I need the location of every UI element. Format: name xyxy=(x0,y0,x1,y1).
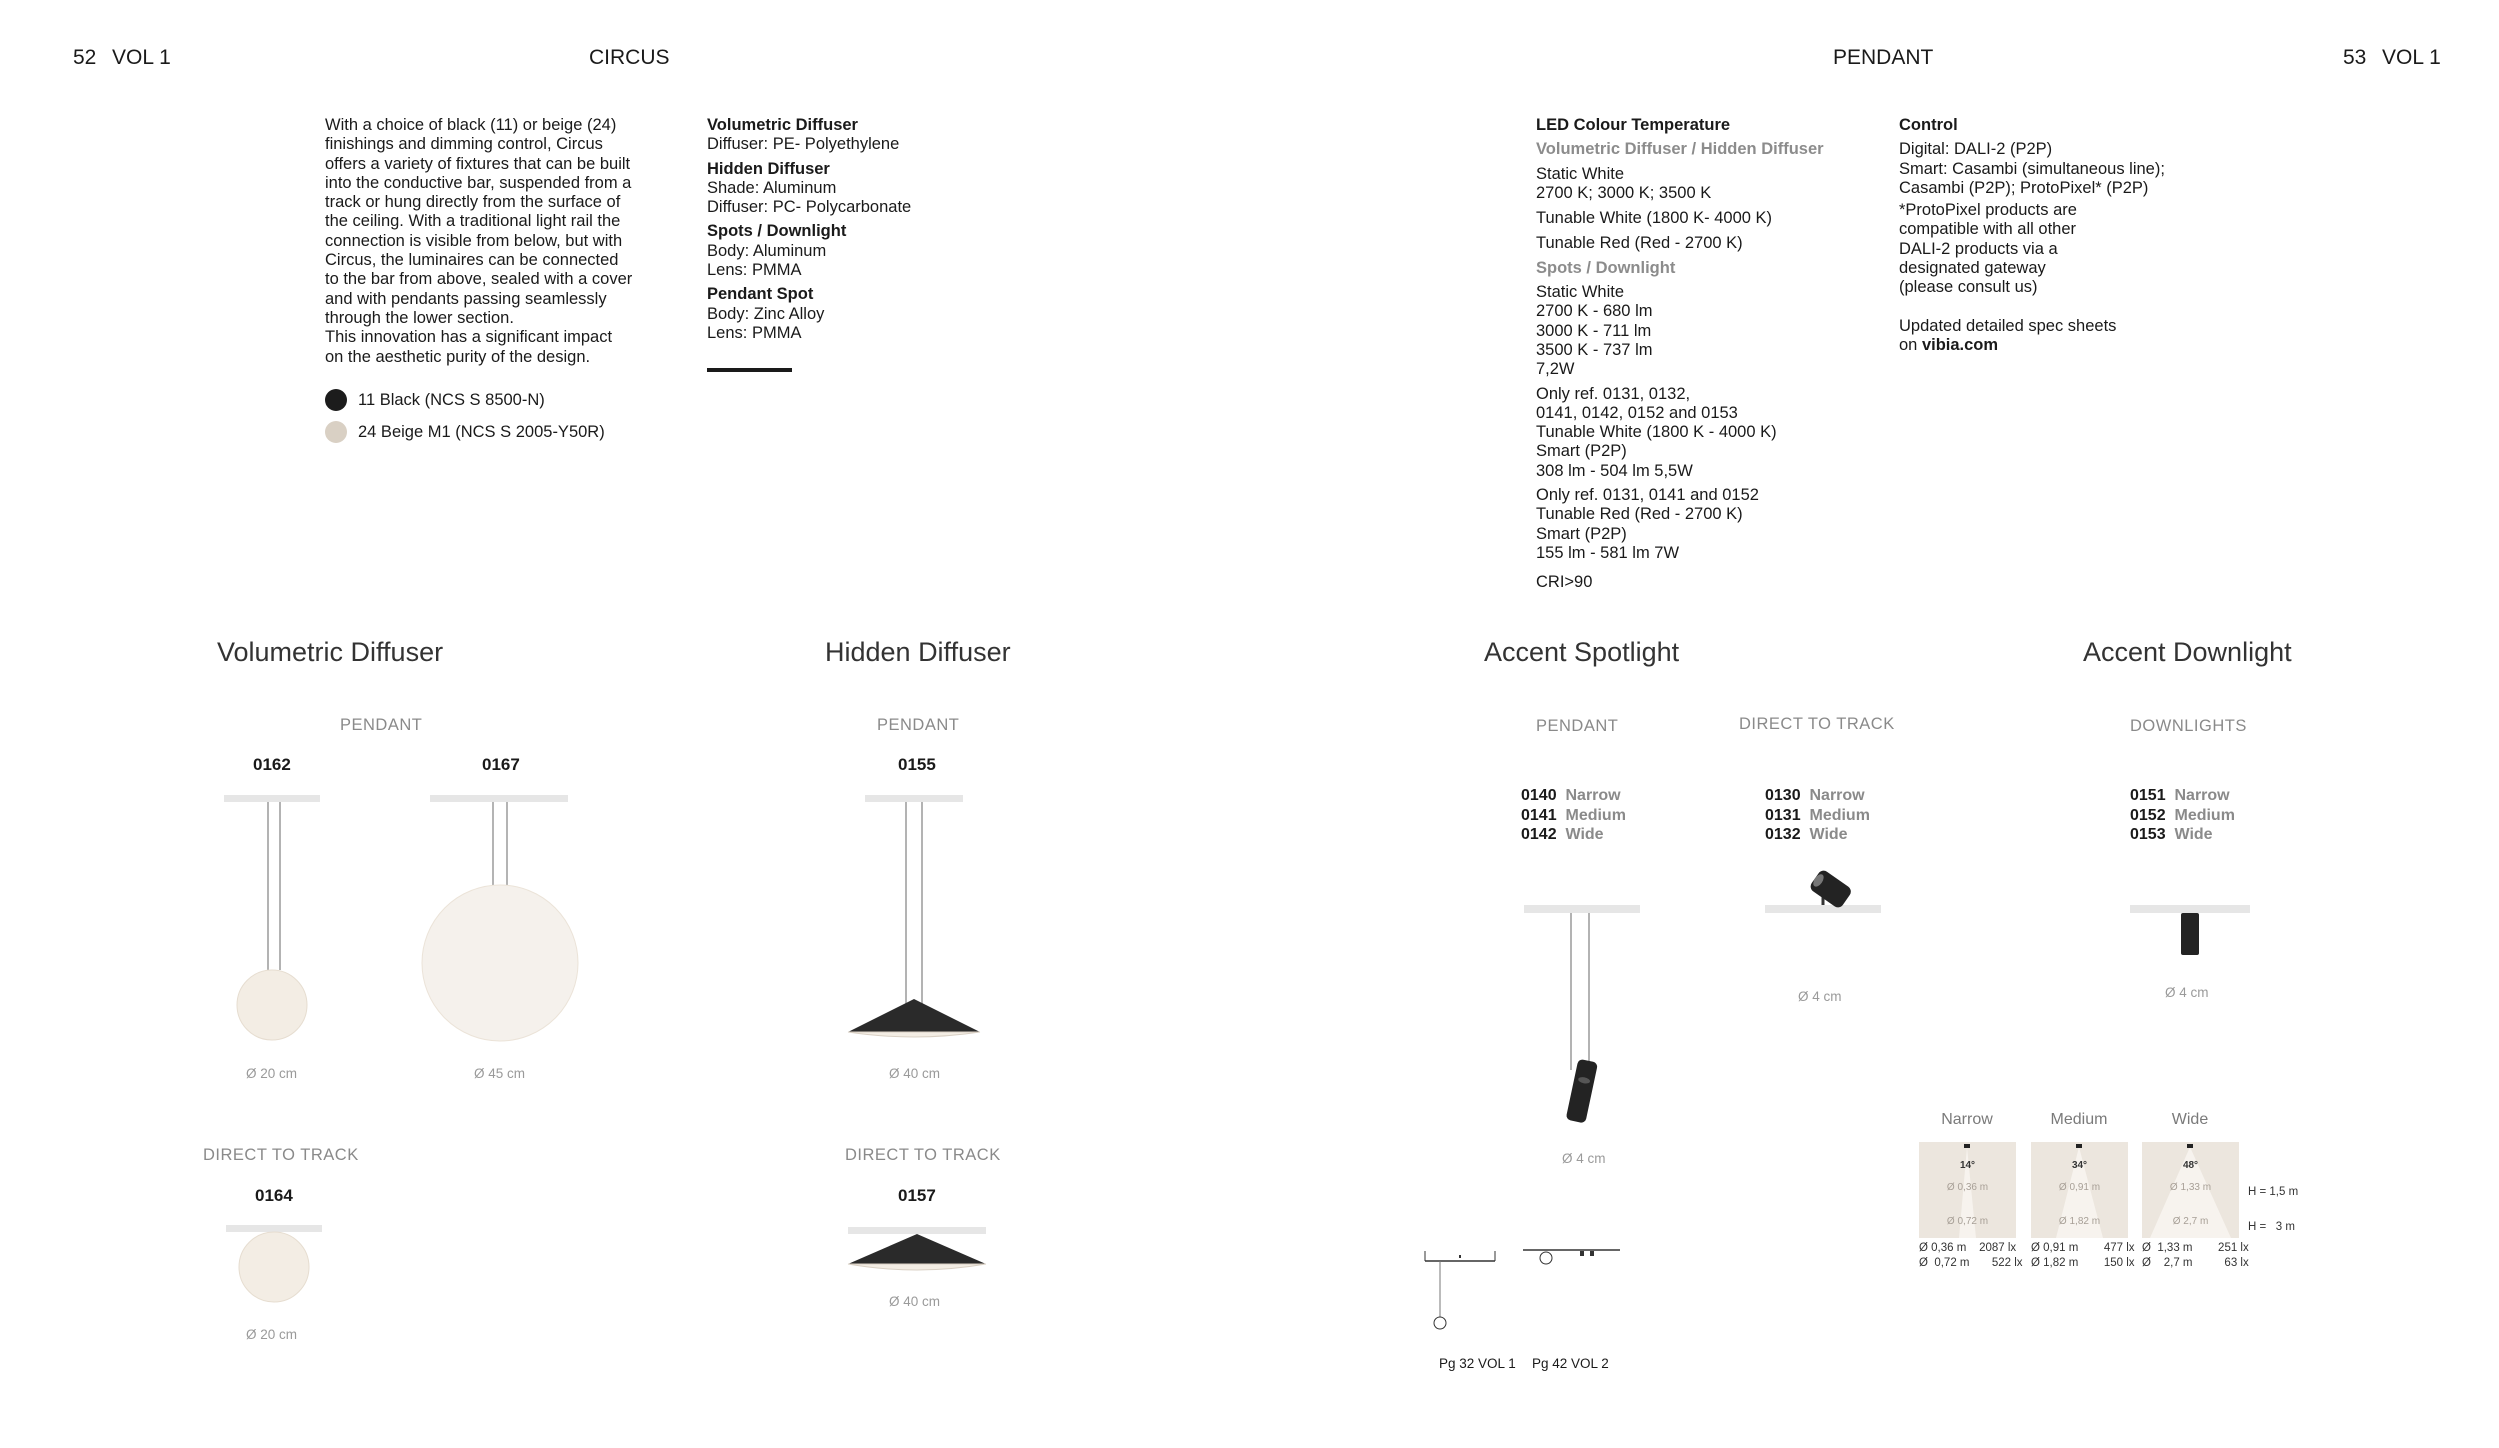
height-label-1: H = 1,5 m xyxy=(2248,1186,2299,1198)
beam-wide: Wide xyxy=(1565,826,1604,843)
finish-label-beige: 24 Beige M1 (NCS S 2005-Y50R) xyxy=(358,423,605,441)
dia-spot-pendant: Ø 4 cm xyxy=(1562,1151,1606,1166)
intro-line: Circus, the luminaires can be connected xyxy=(325,251,619,270)
intro-line: connection is visible from below, but with xyxy=(325,231,623,250)
page-number-left: 52 xyxy=(73,46,97,69)
beam-box-medium xyxy=(2031,1142,2128,1238)
code-0153: 0153 xyxy=(2130,826,2166,843)
code-0157: 0157 xyxy=(898,1186,936,1205)
beam-narrow: Narrow xyxy=(1565,787,1621,804)
hidden-track-drawing xyxy=(840,1220,1000,1290)
intro-line: finishings and dimming control, Circus xyxy=(325,135,603,154)
hidden-track-label: DIRECT TO TRACK xyxy=(845,1146,1001,1164)
dia-0167: Ø 45 cm xyxy=(474,1066,526,1081)
material-line: Shade: Aluminum xyxy=(707,178,837,197)
led-line: Tunable White (1800 K- 4000 K) xyxy=(1536,209,1773,228)
page-number-right: 53 xyxy=(2343,46,2367,69)
dia-0155: Ø 40 cm xyxy=(889,1066,941,1081)
materials-list xyxy=(707,116,967,343)
intro-line: into the conductive bar, suspended from a xyxy=(325,173,632,192)
beam-diameter: Ø 0,91 m xyxy=(2058,1182,2101,1193)
material-title: Volumetric Diffuser xyxy=(707,116,858,134)
code-0151: 0151 xyxy=(2130,787,2166,804)
led-line: 0141, 0142, 0152 and 0153 xyxy=(1536,403,1738,422)
code-0155: 0155 xyxy=(898,755,936,774)
vibia-link[interactable]: vibia.com xyxy=(1921,335,1999,354)
control-line: Casambi (P2P); ProtoPixel* (P2P) xyxy=(1899,178,2149,197)
intro-line: the ceiling. With a traditional light rail the xyxy=(325,212,621,231)
led-line: Static White xyxy=(1536,283,1625,302)
beam-diameter: Ø 2,7 m xyxy=(2172,1216,2209,1227)
led-line: Smart (P2P) xyxy=(1536,524,1627,543)
hidden-pendant-label: PENDANT xyxy=(877,716,960,734)
spot-pendant-label: PENDANT xyxy=(1536,717,1619,735)
ref-page-2[interactable]: Pg 42 VOL 2 xyxy=(1532,1356,1609,1371)
led-line: 3000 K - 711 lm xyxy=(1536,321,1652,340)
led-subtitle: Spots / Downlight xyxy=(1536,258,1676,277)
led-line: Static White xyxy=(1536,164,1625,183)
led-line: Only ref. 0131, 0132, xyxy=(1536,384,1691,403)
beam-wide: Wide xyxy=(1809,826,1848,843)
material-line: Diffuser: PE- Polyethylene xyxy=(707,135,900,154)
intro-line: and with pendants passing seamlessly xyxy=(325,289,607,308)
code-0167: 0167 xyxy=(482,755,520,774)
control-line: DALI-2 products via a xyxy=(1899,239,2058,258)
material-title: Spots / Downlight xyxy=(707,222,847,241)
material-line: Lens: PMMA xyxy=(707,261,802,280)
dia-0162: Ø 20 cm xyxy=(246,1066,298,1081)
volume-right: VOL 1 xyxy=(2382,46,2441,69)
beam-diameter: Ø 1,82 m xyxy=(2058,1216,2101,1227)
led-line: 308 lm - 504 lm 5,5W xyxy=(1536,461,1693,480)
control-line: designated gateway xyxy=(1899,259,2046,278)
code-0152: 0152 xyxy=(2130,806,2166,824)
material-line: Body: Zinc Alloy xyxy=(707,304,825,323)
led-line: Tunable Red (Red - 2700 K) xyxy=(1536,505,1743,524)
intro-line: This innovation has a significant impact xyxy=(325,328,613,347)
led-line: 155 lm - 581 lm 7W xyxy=(1536,543,1680,562)
spot-track-codes xyxy=(1765,786,1870,845)
intro-line: track or hung directly from the surface of xyxy=(325,193,621,212)
section-title-hidden: Hidden Diffuser xyxy=(825,637,1011,667)
code-0142: 0142 xyxy=(1521,826,1557,843)
control-updated-prefix: on xyxy=(1899,335,1922,354)
beam-box-wide xyxy=(2142,1142,2239,1238)
led-spec xyxy=(1536,116,1876,593)
control-line: Digital: DALI-2 (P2P) xyxy=(1899,140,2053,159)
beam-box-narrow xyxy=(1919,1142,2016,1238)
section-title-accent-downlight: Accent Downlight xyxy=(2083,637,2292,667)
led-line: 7,2W xyxy=(1536,360,1575,379)
control-line: *ProtoPixel products are xyxy=(1899,201,2077,220)
led-line: Smart (P2P) xyxy=(1536,442,1627,461)
beam-narrow: Narrow xyxy=(1809,787,1865,804)
beam-header-medium: Medium xyxy=(2050,1111,2108,1128)
hidden-pendant-drawing xyxy=(840,785,1000,1045)
beam-narrow: Narrow xyxy=(2174,787,2230,804)
page-title-left: CIRCUS xyxy=(589,46,670,69)
intro-line: through the lower section. xyxy=(325,308,514,327)
code-0162: 0162 xyxy=(253,755,291,774)
lux-table-medium xyxy=(2031,1241,2135,1271)
beam-header-narrow: Narrow xyxy=(1941,1111,1993,1128)
beam-diameter: Ø 0,36 m xyxy=(1946,1182,1989,1193)
beam-angle: 48° xyxy=(2182,1160,2199,1171)
control-updated-link-line xyxy=(1899,336,2219,355)
lux-row: Ø 0,36 m 2087 lx xyxy=(1919,1242,2017,1254)
control-title: Control xyxy=(1899,116,1958,134)
volumetric-track-drawing xyxy=(220,1220,330,1320)
code-0130: 0130 xyxy=(1765,787,1801,804)
volumetric-pendant-drawings xyxy=(200,785,600,1050)
spot-pendant-drawing xyxy=(1515,895,1655,1145)
beam-medium: Medium xyxy=(1565,806,1626,824)
code-0164: 0164 xyxy=(255,1186,293,1205)
material-line: Diffuser: PC- Polycarbonate xyxy=(707,198,912,217)
spot-track-label: DIRECT TO TRACK xyxy=(1739,715,1895,733)
finish-swatch-beige xyxy=(325,421,347,443)
led-line: 2700 K; 3000 K; 3500 K xyxy=(1536,183,1712,202)
code-0131: 0131 xyxy=(1765,806,1801,824)
dia-0157: Ø 40 cm xyxy=(889,1294,941,1309)
lux-row: Ø 0,91 m 477 lx xyxy=(2031,1242,2135,1254)
spot-pendant-codes xyxy=(1521,786,1626,845)
code-0140: 0140 xyxy=(1521,787,1557,804)
lux-row: Ø 2,7 m 63 lx xyxy=(2142,1257,2249,1269)
control-line: (please consult us) xyxy=(1899,278,2038,297)
spot-track-drawing xyxy=(1755,855,1895,935)
beam-diameter: Ø 0,72 m xyxy=(1946,1216,1989,1227)
intro-line: offers a variety of fixtures that can be built xyxy=(325,154,631,173)
code-0141: 0141 xyxy=(1521,806,1557,824)
finish-label-black: 11 Black (NCS S 8500-N) xyxy=(358,391,545,409)
downlight-label: DOWNLIGHTS xyxy=(2130,717,2247,735)
section-title-volumetric: Volumetric Diffuser xyxy=(217,637,444,667)
beam-angle: 14° xyxy=(1959,1160,1976,1171)
led-line: Tunable Red (Red - 2700 K) xyxy=(1536,234,1743,253)
control-spec xyxy=(1899,116,2219,355)
lux-table-wide xyxy=(2142,1241,2249,1271)
intro-line: to the bar from above, sealed with a cover xyxy=(325,270,633,289)
led-line: 3500 K - 737 lm xyxy=(1536,340,1653,359)
ref-page-1[interactable]: Pg 32 VOL 1 xyxy=(1439,1356,1516,1371)
code-0132: 0132 xyxy=(1765,826,1801,843)
beam-diameter: Ø 1,33 m xyxy=(2169,1182,2212,1193)
control-line: compatible with all other xyxy=(1899,220,2077,239)
downlight-drawing xyxy=(2120,895,2260,975)
track-system-sketches xyxy=(1420,1235,1640,1335)
dia-spot-track: Ø 4 cm xyxy=(1798,989,1842,1004)
beam-wide: Wide xyxy=(2174,826,2213,843)
led-cri: CRI>90 xyxy=(1536,573,1593,592)
led-line: Tunable White (1800 K - 4000 K) xyxy=(1536,423,1777,442)
material-line: Lens: PMMA xyxy=(707,323,802,342)
led-line: Only ref. 0131, 0141 and 0152 xyxy=(1536,486,1759,505)
material-line: Body: Aluminum xyxy=(707,241,827,260)
dia-downlight: Ø 4 cm xyxy=(2165,985,2209,1000)
divider-bar xyxy=(707,368,792,372)
led-title: LED Colour Temperature xyxy=(1536,116,1731,134)
led-subtitle: Volumetric Diffuser / Hidden Diffuser xyxy=(1536,140,1824,159)
lux-row: Ø 1,82 m 150 lx xyxy=(2031,1257,2135,1269)
dia-0164: Ø 20 cm xyxy=(246,1327,298,1342)
intro-text xyxy=(325,116,665,367)
lux-table-narrow xyxy=(1919,1241,2023,1271)
volumetric-track-label: DIRECT TO TRACK xyxy=(203,1146,359,1164)
lux-row: Ø 0,72 m 522 lx xyxy=(1919,1257,2023,1269)
intro-line: on the aesthetic purity of the design. xyxy=(325,347,591,366)
height-label-2: H = 3 m xyxy=(2248,1221,2295,1233)
beam-angle: 34° xyxy=(2071,1160,2088,1171)
beam-medium: Medium xyxy=(1809,806,1870,824)
led-line: 2700 K - 680 lm xyxy=(1536,302,1653,321)
finish-swatch-black xyxy=(325,389,347,411)
beam-medium: Medium xyxy=(2174,806,2235,824)
lux-row: Ø 1,33 m 251 lx xyxy=(2142,1242,2249,1254)
section-title-accent-spotlight: Accent Spotlight xyxy=(1484,637,1680,667)
material-title: Hidden Diffuser xyxy=(707,159,830,178)
beam-header-wide: Wide xyxy=(2171,1111,2209,1128)
control-line: Smart: Casambi (simultaneous line); xyxy=(1899,159,2165,178)
page-title-right: PENDANT xyxy=(1833,46,1934,69)
intro-line: With a choice of black (11) or beige (24) xyxy=(325,116,617,134)
control-updated: Updated detailed spec sheets xyxy=(1899,316,2117,335)
volumetric-pendant-label: PENDANT xyxy=(340,716,423,734)
material-title: Pendant Spot xyxy=(707,285,814,304)
volume-left: VOL 1 xyxy=(112,46,171,69)
downlight-codes xyxy=(2130,786,2235,845)
